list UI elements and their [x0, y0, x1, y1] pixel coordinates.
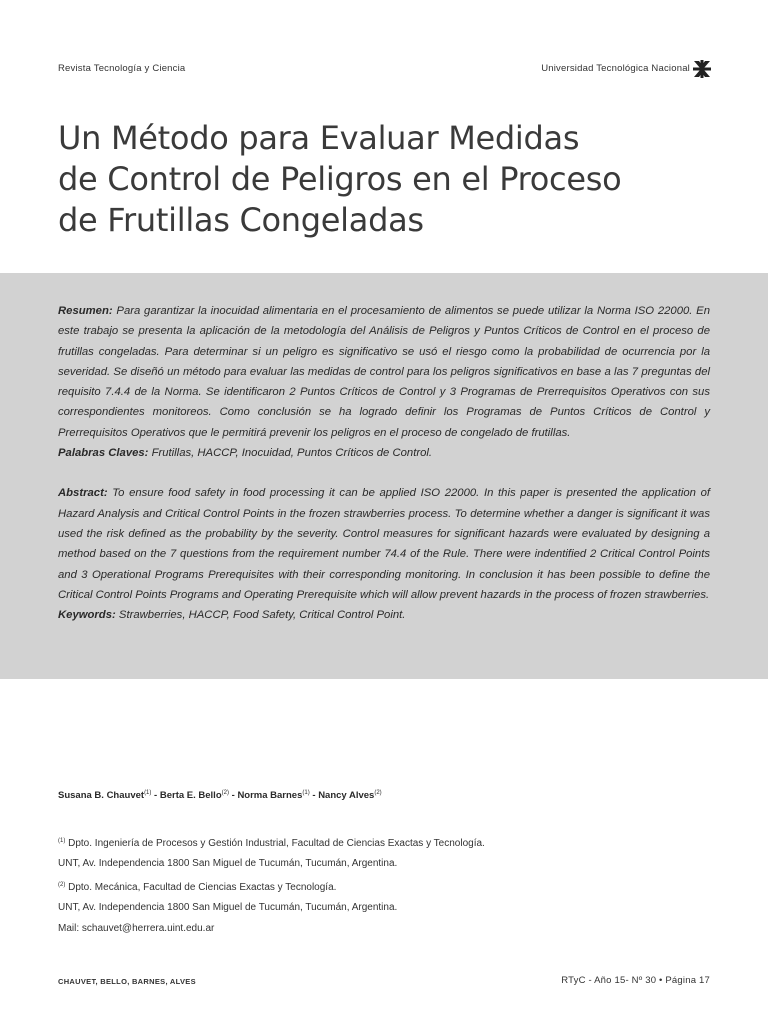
author-name: Berta E. Bello — [159, 790, 222, 801]
author-affiliation-mark: (1) — [144, 790, 152, 796]
title-line-1: Un Método para Evaluar Medidas — [58, 119, 580, 157]
author-separator: - — [309, 790, 319, 801]
author-name: Susana B. Chauvet — [58, 790, 145, 801]
affiliation-1-line-1 — [58, 831, 718, 854]
paper-title — [58, 118, 738, 241]
abstract-paragraph — [58, 483, 710, 605]
resumen-text: Para garantizar la inocuidad alimentaria en el procesamiento de alimentos se puede utilizar la Norma ISO 22000. En este trabajo se presenta la aplicación de la metodología del Análisis de Peligros y Puntos Críticos de Control en el proceso de frutillas congeladas. Para determinar si un peligro es significativo se usó el riesgo como la probabilidad de ocurrencia por la severidad. Se diseñó un método para evaluar las medidas de control para los peligros significativos en base a las 7 preguntas del requisito 7.4.4 de la Norma. Se identificaron 2 Puntos Críticos de Control y 3 Programas de Prerrequisitos Operativos con sus correspondientes monitoreos. Como conclusión se ha logrado definir los Programas de Puntos Críticos de Control y Prerrequisitos Operativos que le permitirá prevenir los peligros en el proceso de congelado de frutillas. — [58, 305, 710, 439]
keywords-paragraph — [58, 605, 710, 625]
affiliation-text: Dpto. Mecánica, Facultad de Ciencias Exactas y Tecnología. — [68, 881, 337, 893]
keywords-text: Strawberries, HACCP, Food Safety, Critical Control Point. — [118, 609, 406, 622]
affiliation-mark: (1) — [58, 838, 66, 844]
palabras-claves-text: Frutillas, HACCP, Inocuidad, Puntos Críticos de Control. — [151, 447, 433, 460]
contact-email: Mail: schauvet@herrera.uint.edu.ar — [58, 922, 215, 934]
abstract-label: Abstract: — [58, 487, 108, 500]
footer-authors: CHAUVET, BELLO, BARNES, ALVES — [58, 977, 196, 986]
university-name: Universidad Tecnológica Nacional — [541, 63, 690, 74]
keywords-label: Keywords: — [58, 609, 116, 622]
affiliation-1-line-2: UNT, Av. Independencia 1800 San Miguel de Tucumán, Tucumán, Argentina. — [58, 858, 398, 870]
palabras-claves-label: Palabras Claves: — [58, 447, 149, 460]
author-affiliation-mark: (2) — [374, 790, 382, 796]
author-name: Norma Barnes — [237, 790, 303, 801]
affiliations — [58, 831, 718, 939]
affiliation-text: Dpto. Ingeniería de Procesos y Gestión Industrial, Facultad de Ciencias Exactas y Tecnología. — [68, 838, 485, 849]
author-affiliation-mark: (1) — [302, 790, 310, 796]
resumen-label: Resumen: — [58, 305, 113, 317]
utn-logo-icon — [693, 60, 711, 78]
author-separator: - — [151, 790, 160, 801]
affiliation-2-line-1 — [58, 875, 718, 898]
author-affiliation-mark: (2) — [221, 790, 229, 796]
journal-name: Revista Tecnología y Ciencia — [58, 63, 186, 74]
footer-page-info: RTyC - Año 15- Nº 30 • Página 17 — [561, 975, 710, 986]
affiliation-2-line-2: UNT, Av. Independencia 1800 San Miguel de Tucumán, Tucumán, Argentina. — [58, 902, 398, 914]
resumen-paragraph — [58, 301, 710, 443]
abstract-box — [0, 273, 768, 679]
title-line-3: de Frutillas Congeladas — [58, 201, 424, 239]
author-list — [58, 790, 382, 801]
author-name: Nancy Alves — [318, 790, 375, 801]
abstract-text: To ensure food safety in food processing it can be applied ISO 22000. In this paper is presented the application of Hazard Analysis and Critical Control Points in the frozen strawberries process. To determine whether a danger is significant it was used the risk defined as the probability by the severity. Control measures for significant hazards were evaluated by designing a method based on the 7 questions from the requirement number 74.4 of the Rule. There were indentified 2 Critical Control Points and 3 Operational Programs Prerequisites with their corresponding monitoring. In conclusion it has been possible to define the Critical Control Points Programs and Operating Prerequisite which will allow prevent hazards in the process of frozen strawberries. — [58, 487, 711, 601]
title-line-2: de Control de Peligros en el Proceso — [58, 160, 622, 198]
affiliation-mark: (2) — [58, 881, 66, 888]
author-separator: - — [228, 790, 238, 801]
palabras-claves-paragraph — [58, 443, 710, 463]
